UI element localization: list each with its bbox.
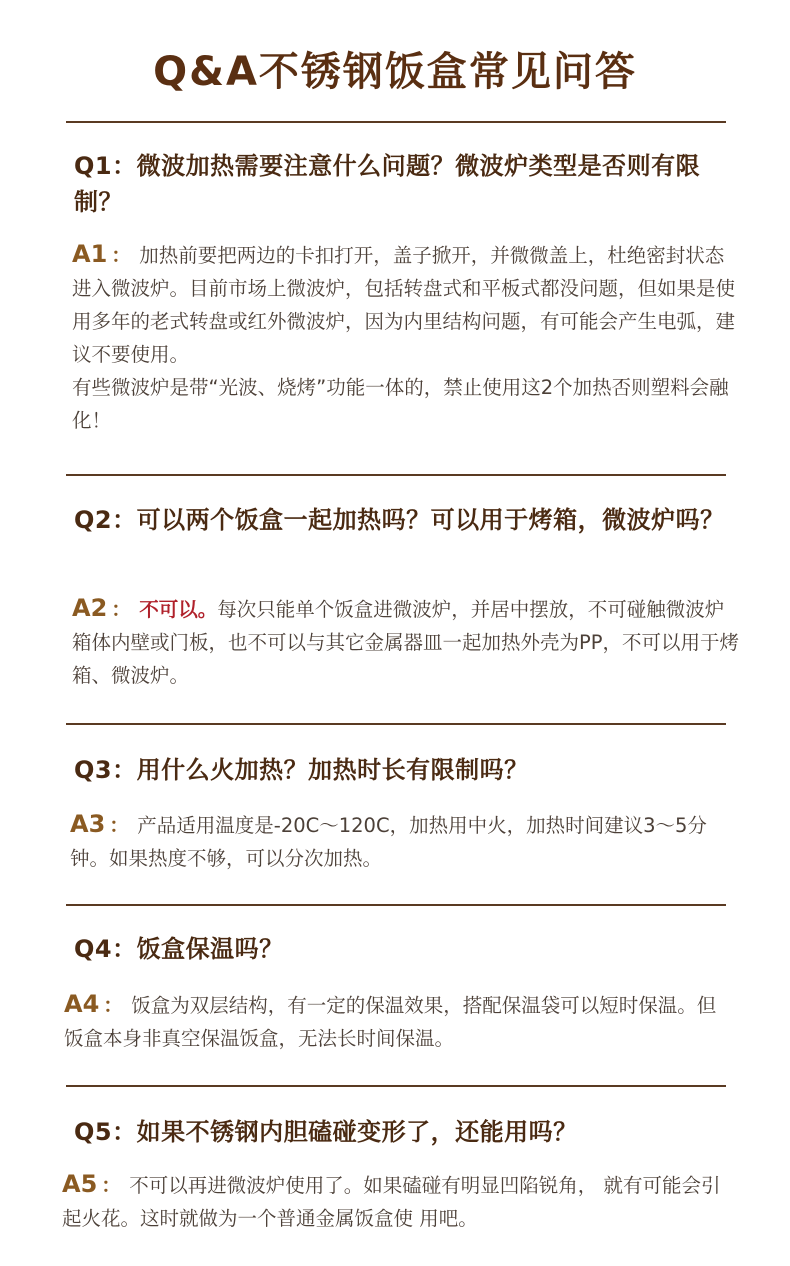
answer-label: A2 <box>72 594 108 622</box>
answer-3 <box>70 808 740 875</box>
divider <box>66 904 726 906</box>
question-4: Q4：饭盒保温吗？ <box>74 935 284 963</box>
answer-text: 每次只能单个饭盒进微波炉，并居中摆放，不可碰触微波炉箱体内壁或门板，也不可以与其它金属器皿一起加热外壳为PP，不可以用于烤箱、微波炉。 <box>72 598 740 687</box>
divider <box>66 723 726 725</box>
question-3: Q3：用什么火加热？加热时长有限制吗？ <box>74 756 529 784</box>
page-title: Q&A不锈钢饭盒常见问答 <box>153 49 637 95</box>
question-2: Q2：可以两个饭盒一起加热吗？可以用于烤箱，微波炉吗？ <box>74 506 725 534</box>
answer-4 <box>64 988 734 1055</box>
answer-highlight: 不可以。 <box>139 598 218 621</box>
answer-text: 产品适用温度是-20C～120C，加热用中火，加热时间建议3～5分钟。如果热度不够，可以分次加热。 <box>70 814 707 870</box>
answer-1 <box>72 238 742 437</box>
divider <box>66 121 726 123</box>
answer-5 <box>62 1168 732 1235</box>
answer-warning-text: 有些微波炉是带“光波、烧烤”功能一体的，禁止使用这2个加热否则塑料会融化！ <box>72 376 729 432</box>
answer-colon: ： <box>111 243 132 267</box>
answer-label: A3 <box>70 810 106 838</box>
question-5: Q5：如果不锈钢内胆磕碰变形了，还能用吗？ <box>74 1118 578 1146</box>
answer-label: A4 <box>64 990 100 1018</box>
answer-label: A5 <box>62 1170 98 1198</box>
divider <box>66 1085 726 1087</box>
answer-label: A1 <box>72 240 108 268</box>
answer-text: 不可以再进微波炉使用了。如果磕碰有明显凹陷锐角， 就有可能会引起火花。这时就做为一个普通金属饭盒使 用吧。 <box>62 1174 721 1230</box>
answer-colon: ： <box>101 1173 122 1197</box>
divider <box>66 474 726 476</box>
answer-text: 加热前要把两边的卡扣打开，盖子掀开，并微微盖上，杜绝密封状态进入微波炉。目前市场上微波炉，包括转盘式和平板式都没问题，但如果是使用多年的老式转盘或红外微波炉，因为内里结构问题，有可能会产生电弧，建议不要使用。 <box>72 244 736 366</box>
question-1: Q1：微波加热需要注意什么问题？微波炉类型是否则有限制？ <box>74 152 701 216</box>
answer-colon: ： <box>103 993 124 1017</box>
answer-colon: ： <box>111 597 132 621</box>
answer-colon: ： <box>109 813 130 837</box>
answer-2 <box>72 592 742 692</box>
answer-text: 饭盒为双层结构，有一定的保温效果，搭配保温袋可以短时保温。但饭盒本身非真空保温饭盒，无法长时间保温。 <box>64 994 717 1050</box>
